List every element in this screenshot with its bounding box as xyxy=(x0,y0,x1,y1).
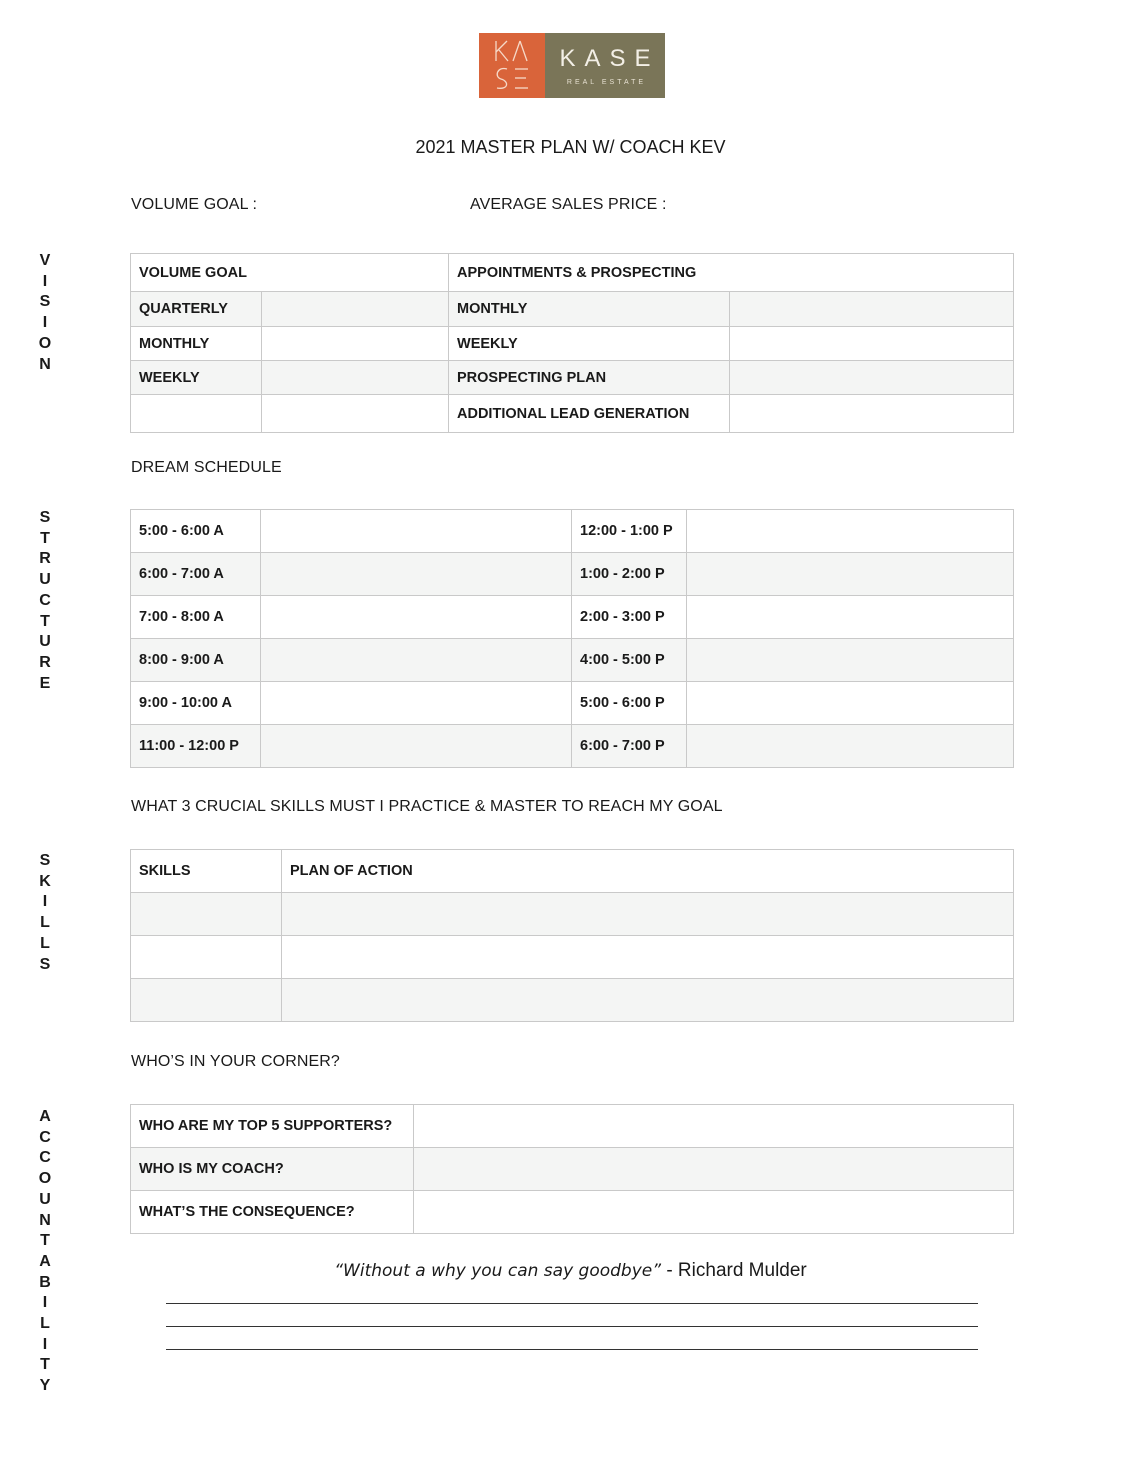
row-label xyxy=(131,395,262,433)
side-letter: U xyxy=(39,633,51,651)
side-letter: K xyxy=(39,872,51,890)
side-letter: S xyxy=(39,293,51,311)
side-letter: T xyxy=(40,529,50,547)
table-row xyxy=(131,254,1014,292)
side-letter: T xyxy=(40,1232,50,1250)
plan-of-action-column-header: PLAN OF ACTION xyxy=(282,850,1014,893)
row-label: MONTHLY xyxy=(449,292,730,327)
side-letter: I xyxy=(42,1335,48,1353)
table-row xyxy=(131,682,1014,725)
schedule-entry-field[interactable] xyxy=(261,725,572,768)
table-row xyxy=(131,553,1014,596)
schedule-entry-field[interactable] xyxy=(261,682,572,725)
side-letter: R xyxy=(39,653,51,671)
table-row xyxy=(131,361,1014,395)
side-letter: E xyxy=(39,674,51,692)
side-letter: Y xyxy=(39,1377,51,1395)
quote-author: - Richard Mulder xyxy=(661,1260,807,1281)
table-row xyxy=(131,596,1014,639)
side-letter: T xyxy=(40,1356,50,1374)
monthly-volume-field[interactable] xyxy=(262,327,449,361)
quarterly-volume-field[interactable] xyxy=(262,292,449,327)
prospecting-plan-field[interactable] xyxy=(730,361,1014,395)
table-row xyxy=(131,1105,1014,1148)
time-slot: 5:00 - 6:00 A xyxy=(131,510,261,553)
row-label: PROSPECTING PLAN xyxy=(449,361,730,395)
table-row xyxy=(131,510,1014,553)
time-slot: 6:00 - 7:00 P xyxy=(572,725,687,768)
skills-heading: WHAT 3 CRUCIAL SKILLS MUST I PRACTICE & MASTER TO REACH MY GOAL xyxy=(131,798,723,815)
side-label-skills xyxy=(32,851,58,975)
row-label: WEEKLY xyxy=(131,361,262,395)
skills-table xyxy=(130,849,1014,1022)
side-letter: I xyxy=(42,314,48,332)
row-label: MONTHLY xyxy=(131,327,262,361)
side-letter: A xyxy=(39,1108,51,1125)
weekly-appointments-field[interactable] xyxy=(730,327,1014,361)
side-letter: N xyxy=(39,355,51,373)
average-sales-price-label: AVERAGE SALES PRICE : xyxy=(470,196,667,213)
table-row xyxy=(131,292,1014,327)
side-letter: C xyxy=(39,1149,51,1167)
side-letter: S xyxy=(39,955,51,973)
side-letter: S xyxy=(39,509,51,526)
side-letter: R xyxy=(39,550,51,568)
schedule-entry-field[interactable] xyxy=(261,553,572,596)
schedule-entry-field[interactable] xyxy=(687,510,1014,553)
logo-monogram-icon xyxy=(479,33,545,98)
side-label-structure xyxy=(32,508,58,694)
side-letter: V xyxy=(39,252,51,269)
side-letter: L xyxy=(40,914,50,932)
question-label: WHO IS MY COACH? xyxy=(131,1148,414,1191)
skill-field[interactable] xyxy=(131,979,282,1022)
side-label-vision xyxy=(32,251,58,375)
table-row xyxy=(131,850,1014,893)
schedule-entry-field[interactable] xyxy=(261,639,572,682)
schedule-entry-field[interactable] xyxy=(261,510,572,553)
side-letter: L xyxy=(40,934,50,952)
plan-field[interactable] xyxy=(282,979,1014,1022)
consequence-field[interactable] xyxy=(414,1191,1014,1234)
table-row xyxy=(131,1148,1014,1191)
table-row xyxy=(131,936,1014,979)
writing-line[interactable] xyxy=(166,1349,978,1350)
row-label: WEEKLY xyxy=(449,327,730,361)
additional-lead-generation-field[interactable] xyxy=(730,395,1014,433)
appointments-header: APPOINTMENTS & PROSPECTING xyxy=(449,254,1014,292)
side-letter: B xyxy=(39,1273,51,1291)
table-row xyxy=(131,725,1014,768)
time-slot: 2:00 - 3:00 P xyxy=(572,596,687,639)
time-slot: 11:00 - 12:00 P xyxy=(131,725,261,768)
side-letter: I xyxy=(42,272,48,290)
plan-field[interactable] xyxy=(282,893,1014,936)
side-letter: U xyxy=(39,571,51,589)
monthly-appointments-field[interactable] xyxy=(730,292,1014,327)
side-letter: C xyxy=(39,591,51,609)
accountability-table xyxy=(130,1104,1014,1234)
schedule-entry-field[interactable] xyxy=(687,725,1014,768)
table-row xyxy=(131,979,1014,1022)
table-row xyxy=(131,893,1014,936)
side-letter: U xyxy=(39,1190,51,1208)
volume-goal-label: VOLUME GOAL : xyxy=(131,196,258,213)
row-label: QUARTERLY xyxy=(131,292,262,327)
plan-field[interactable] xyxy=(282,936,1014,979)
time-slot: 8:00 - 9:00 A xyxy=(131,639,261,682)
side-letter: I xyxy=(42,893,48,911)
side-letter: I xyxy=(42,1294,48,1312)
logo-name: KASE xyxy=(559,45,660,72)
schedule-entry-field[interactable] xyxy=(261,596,572,639)
blank-volume-field[interactable] xyxy=(262,395,449,433)
coach-field[interactable] xyxy=(414,1148,1014,1191)
schedule-entry-field[interactable] xyxy=(687,639,1014,682)
side-label-accountability xyxy=(32,1107,58,1397)
side-letter: S xyxy=(39,852,51,869)
time-slot: 12:00 - 1:00 P xyxy=(572,510,687,553)
row-label: ADDITIONAL LEAD GENERATION xyxy=(449,395,730,433)
vision-table xyxy=(130,253,1014,433)
table-row xyxy=(131,395,1014,433)
skill-field[interactable] xyxy=(131,893,282,936)
side-letter: C xyxy=(39,1128,51,1146)
side-letter: L xyxy=(40,1315,50,1333)
writing-line[interactable] xyxy=(166,1326,978,1327)
weekly-volume-field[interactable] xyxy=(262,361,449,395)
question-label: WHAT’S THE CONSEQUENCE? xyxy=(131,1191,414,1234)
time-slot: 4:00 - 5:00 P xyxy=(572,639,687,682)
side-letter: T xyxy=(40,612,50,630)
question-label: WHO ARE MY TOP 5 SUPPORTERS? xyxy=(131,1105,414,1148)
schedule-entry-field[interactable] xyxy=(687,682,1014,725)
volume-goal-header: VOLUME GOAL xyxy=(131,254,449,292)
schedule-entry-field[interactable] xyxy=(687,553,1014,596)
quote-text: “Without a why you can say goodbye” xyxy=(334,1261,662,1281)
table-row xyxy=(131,327,1014,361)
logo-tagline: REAL ESTATE xyxy=(566,79,647,86)
side-letter: A xyxy=(39,1252,51,1270)
side-letter: O xyxy=(38,1170,52,1188)
quote xyxy=(0,1260,1141,1282)
side-letter: N xyxy=(39,1211,51,1229)
schedule-entry-field[interactable] xyxy=(687,596,1014,639)
page-title: 2021 MASTER PLAN W/ COACH KEV xyxy=(415,137,726,157)
time-slot: 5:00 - 6:00 P xyxy=(572,682,687,725)
side-letter: O xyxy=(38,334,52,352)
writing-line[interactable] xyxy=(166,1303,978,1304)
time-slot: 1:00 - 2:00 P xyxy=(572,553,687,596)
logo-wordmark xyxy=(545,33,665,98)
dream-schedule-table xyxy=(130,509,1014,768)
table-row xyxy=(131,1191,1014,1234)
skills-column-header: SKILLS xyxy=(131,850,282,893)
supporters-field[interactable] xyxy=(414,1105,1014,1148)
table-row xyxy=(131,639,1014,682)
kase-logo xyxy=(479,33,665,98)
time-slot: 7:00 - 8:00 A xyxy=(131,596,261,639)
time-slot: 9:00 - 10:00 A xyxy=(131,682,261,725)
corner-heading: WHO’S IN YOUR CORNER? xyxy=(131,1053,340,1070)
time-slot: 6:00 - 7:00 A xyxy=(131,553,261,596)
dream-schedule-heading: DREAM SCHEDULE xyxy=(131,459,282,476)
skill-field[interactable] xyxy=(131,936,282,979)
